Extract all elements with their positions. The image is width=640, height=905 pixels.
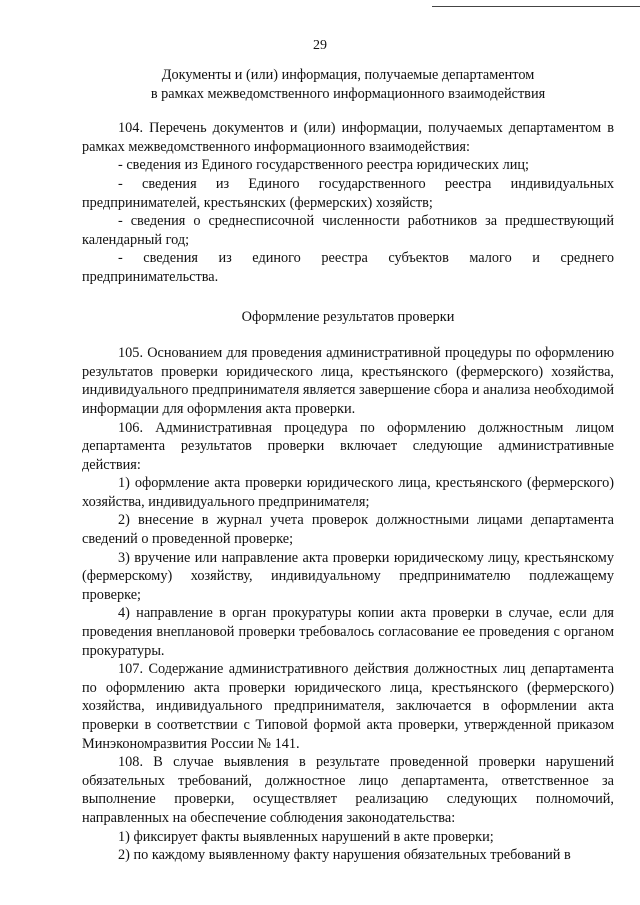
- heading-line: в рамках межведомственного информационного взаимодействия: [150, 85, 546, 102]
- list-item: - сведения из единого реестра субъектов малого и среднего предпринимательства.: [82, 250, 614, 285]
- list-item: 2) по каждому выявленному факту нарушения обязательных требований в: [118, 847, 571, 864]
- list-item: 2) внесение в журнал учета проверок должностными лицами департамента сведений о проведенной проверке;: [82, 512, 614, 548]
- list-item: 3) вручение или направление акта проверки юридическому лицу, крестьянскому (фермерскому) хозяйству, индивидуальному предпринимателю подлежащему проверке;: [82, 549, 614, 603]
- list-item: - сведения о среднесписочной численности работников за предшествующий календарный год;: [82, 213, 614, 248]
- paragraph-104: 104. Перечень документов и (или) информации, получаемых департаментом в рамках межведомственного информационного взаимодействия:: [82, 120, 614, 155]
- paragraph-106: 106. Административная процедура по оформлению должностным лицом департамента результатов проверки включает следующие административные действия:: [82, 419, 614, 473]
- list-item: - сведения из Единого государственного реестра индивидуальных предпринимателей, крестьянских (фермерских) хозяйств;: [82, 175, 614, 211]
- list-item: - сведения из Единого государственного реестра юридических лиц;: [118, 157, 530, 174]
- section-heading-documents: [82, 66, 614, 103]
- page-top-rule: [432, 6, 640, 7]
- heading-line: Документы и (или) информация, получаемые департаментом: [161, 67, 535, 83]
- page-number: 29: [313, 38, 327, 53]
- list-item: 1) оформление акта проверки юридического лица, крестьянского (фермерского) хозяйства, индивидуального предпринимателя;: [82, 475, 614, 510]
- paragraph-108: 108. В случае выявления в результате проведенной проверки нарушений обязательных требований, должностное лицо департамента, ответственное за выполнение проверки, осуществляет реализацию следующих полномочий, направленных на обеспечение соблюдения законодательства:: [82, 754, 614, 826]
- list-item: 4) направление в орган прокуратуры копии акта проверки в случае, если для проведения внеплановой проверки требовалось согласование ее проведения с органом прокуратуры.: [82, 605, 614, 659]
- section-heading-results: Оформление результатов проверки: [241, 308, 455, 325]
- list-item: 1) фиксирует факты выявленных нарушений в акте проверки;: [118, 828, 494, 845]
- document-body: [82, 66, 614, 865]
- paragraph-105: 105. Основанием для проведения административной процедуры по оформлению результатов проверки юридического лица, крестьянского (фермерского) хозяйства, индивидуального предпринимателя является завершение сбора и анализа необходимой информации для оформления акта проверки.: [82, 345, 614, 417]
- paragraph-107: 107. Содержание административного действия должностных лиц департамента по оформлению акта проверки юридического лица, крестьянского (фермерского) хозяйства, индивидуального предпринимателя, заключается в оформлении акта проверки в соответствии с Типовой формой акта проверки, утвержденной приказом Минэкономразвития России № 141.: [82, 661, 614, 752]
